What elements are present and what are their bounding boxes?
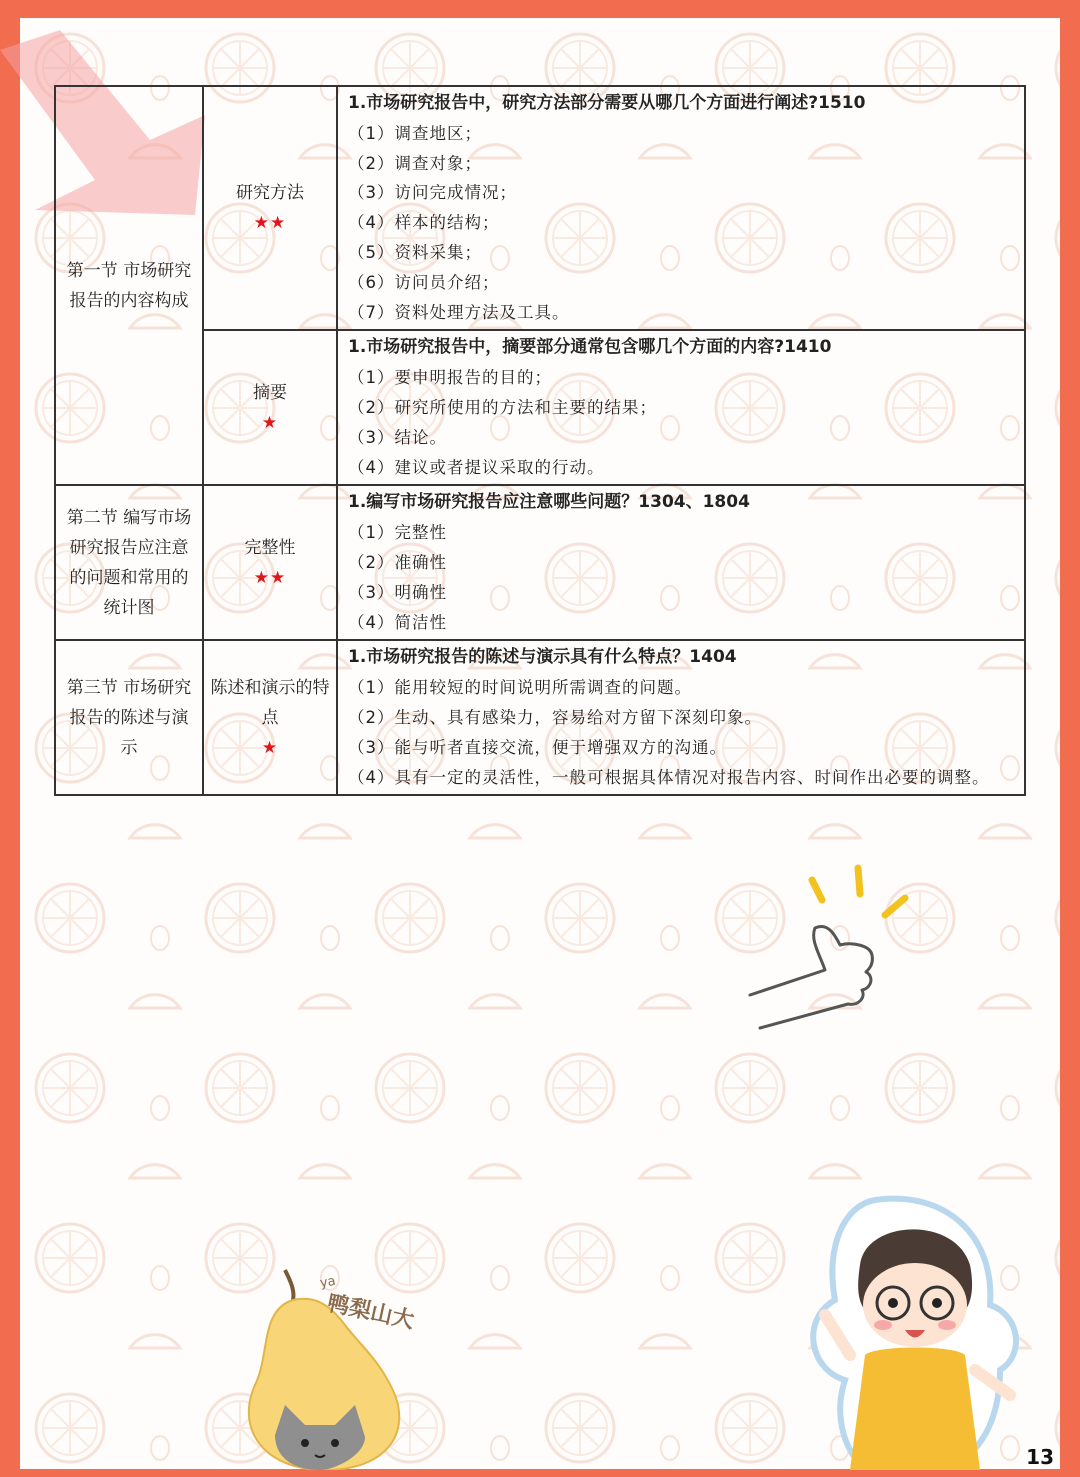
section-cell (55, 640, 203, 795)
answer-item: （4）建议或者提议采取的行动。 (348, 457, 605, 477)
importance-stars: ★ (261, 412, 279, 433)
topic-name: 完整性 (244, 537, 296, 558)
topic-cell (203, 485, 337, 640)
answer-item: （1）能用较短的时间说明所需调查的问题。 (348, 678, 692, 698)
logo-sub: ya (318, 1273, 337, 1292)
content-cell (337, 485, 1025, 640)
thumbs-up-doodle-icon (740, 860, 920, 1040)
answer-item: （7）资料处理方法及工具。 (348, 302, 570, 322)
topic-name: 研究方法 (236, 183, 304, 204)
question: 1.市场研究报告中，研究方法部分需要从哪几个方面进行阐述?1510 (348, 93, 866, 113)
section-title: 第一节 市场研究报告的内容构成 (66, 260, 192, 311)
answer-item: （4）样本的结构； (348, 213, 500, 233)
answer-item: （5）资料采集； (348, 242, 482, 262)
answer-item: （1）要申明报告的目的； (348, 368, 552, 388)
logo-text: 鸭梨山大 (324, 1291, 417, 1334)
answer-item: （2）调查对象； (348, 153, 482, 173)
answer-item: （3）访问完成情况； (348, 183, 517, 203)
section-cell (55, 485, 203, 640)
topic-cell (203, 86, 337, 330)
question: 1.市场研究报告中，摘要部分通常包含哪几个方面的内容?1410 (348, 337, 832, 358)
section-cell (55, 86, 203, 485)
topic-cell (203, 330, 337, 485)
section-title: 第三节 市场研究报告的陈述与演示 (66, 677, 192, 758)
answer-item: （3）明确性 (348, 582, 447, 602)
table-row (55, 640, 1025, 795)
importance-stars: ★★ (253, 567, 287, 588)
answer-item: （4）具有一定的灵活性，一般可根据具体情况对报告内容、时间作出必要的调整。 (348, 767, 990, 787)
pear-cat-illustration-icon (235, 1265, 410, 1470)
content-cell (337, 640, 1025, 795)
answer-item: （1）调查地区； (348, 123, 482, 143)
answer-item: （3）结论。 (348, 427, 447, 447)
table-row (55, 485, 1025, 640)
answer-item: （3）能与听者直接交流，便于增强双方的沟通。 (348, 737, 727, 757)
section-title: 第二节 编写市场研究报告应注意的问题和常用的统计图 (66, 507, 192, 618)
topic-cell (203, 640, 337, 795)
answer-item: （2）准确性 (348, 552, 447, 572)
importance-stars: ★ (261, 737, 279, 758)
importance-stars: ★★ (253, 213, 287, 234)
answer-item: （2）研究所使用的方法和主要的结果； (348, 397, 657, 417)
table-row (55, 86, 1025, 330)
topic-name: 摘要 (253, 382, 287, 403)
content-cell (337, 86, 1025, 330)
topic-name: 陈述和演示的特点 (210, 677, 330, 728)
answer-item: （6）访问员介绍； (348, 272, 500, 292)
answer-item: （2）生动、具有感染力，容易给对方留下深刻印象。 (348, 707, 762, 727)
answer-item: （4）简洁性 (348, 612, 447, 632)
knowledge-table (54, 85, 1026, 796)
question: 1.编写市场研究报告应注意哪些问题？1304、1804 (348, 492, 750, 513)
answer-item: （1）完整性 (348, 523, 447, 543)
content-cell (337, 330, 1025, 485)
girl-sticker-illustration-icon (805, 1195, 1025, 1470)
page-number: 13 (1026, 1445, 1054, 1469)
question: 1.市场研究报告的陈述与演示具有什么特点？1404 (348, 647, 737, 668)
